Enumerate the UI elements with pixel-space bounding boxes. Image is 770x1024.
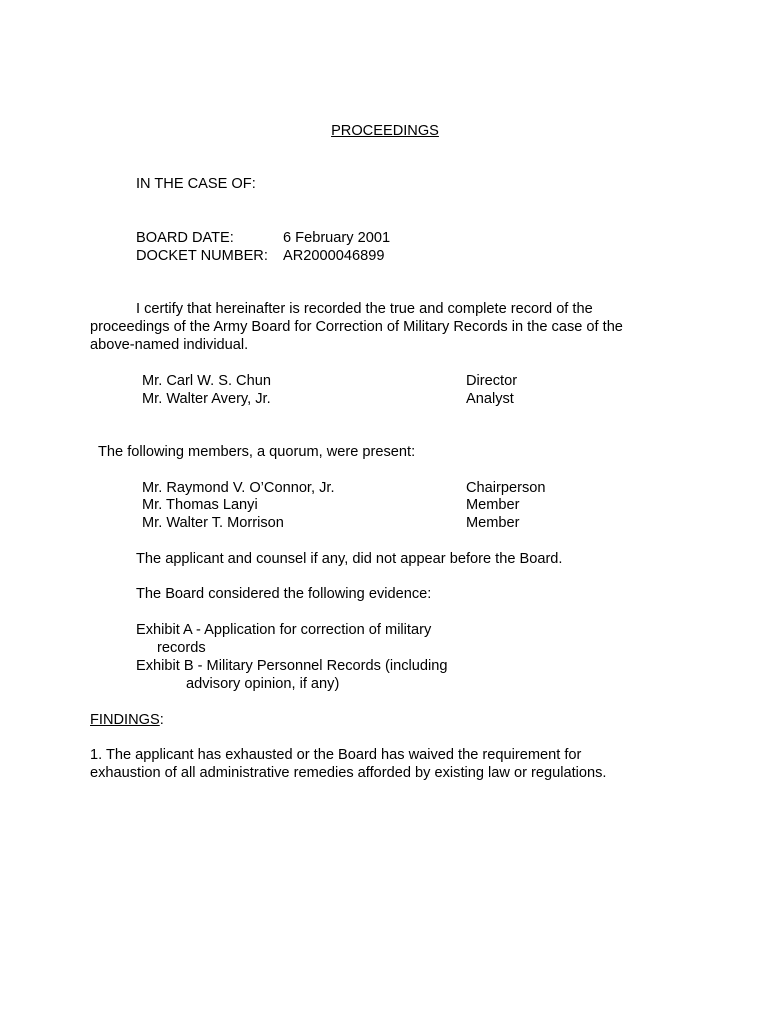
member-role: Chairperson [466,480,546,496]
case-label: IN THE CASE OF: [136,176,256,192]
member-role: Member [466,515,520,531]
member-name: Mr. Walter T. Morrison [142,515,284,531]
findings-heading [90,711,164,729]
board-date-value: 6 February 2001 [283,230,391,246]
findings-colon: : [159,712,164,728]
page-title: PROCEEDINGS [331,123,439,139]
exhibit-b-line-2: advisory opinion, if any) [186,676,340,692]
certify-line-2: proceedings of the Army Board for Correction of Military Records in the case of the [90,319,623,335]
staff-name: Mr. Carl W. S. Chun [142,373,271,389]
docket-number-value: AR2000046899 [283,248,385,264]
findings-label: FINDINGS [90,712,160,728]
exhibit-a-line-1: Exhibit A - Application for correction of military [136,622,432,638]
docket-number-label: DOCKET NUMBER: [136,248,268,264]
member-name: Mr. Thomas Lanyi [142,497,258,513]
staff-name: Mr. Walter Avery, Jr. [142,391,271,407]
certify-line-3: above-named individual. [90,337,249,353]
board-date-label: BOARD DATE: [136,230,234,246]
appearance-text: The applicant and counsel if any, did not appear before the Board. [136,551,563,567]
finding-1-line-2: exhaustion of all administrative remedies afforded by existing law or regulations. [90,765,607,781]
evidence-intro: The Board considered the following evidence: [136,586,432,602]
certify-line-1: I certify that hereinafter is recorded the true and complete record of the [136,301,593,317]
staff-role: Director [466,373,518,389]
quorum-text: The following members, a quorum, were present: [98,444,416,460]
finding-1-line-1: 1. The applicant has exhausted or the Board has waived the requirement for [90,747,582,763]
member-name: Mr. Raymond V. O’Connor, Jr. [142,480,335,496]
member-role: Member [466,497,520,513]
staff-role: Analyst [466,391,514,407]
exhibit-a-line-2: records [157,640,206,656]
exhibit-b-line-1: Exhibit B - Military Personnel Records (including [136,658,448,674]
